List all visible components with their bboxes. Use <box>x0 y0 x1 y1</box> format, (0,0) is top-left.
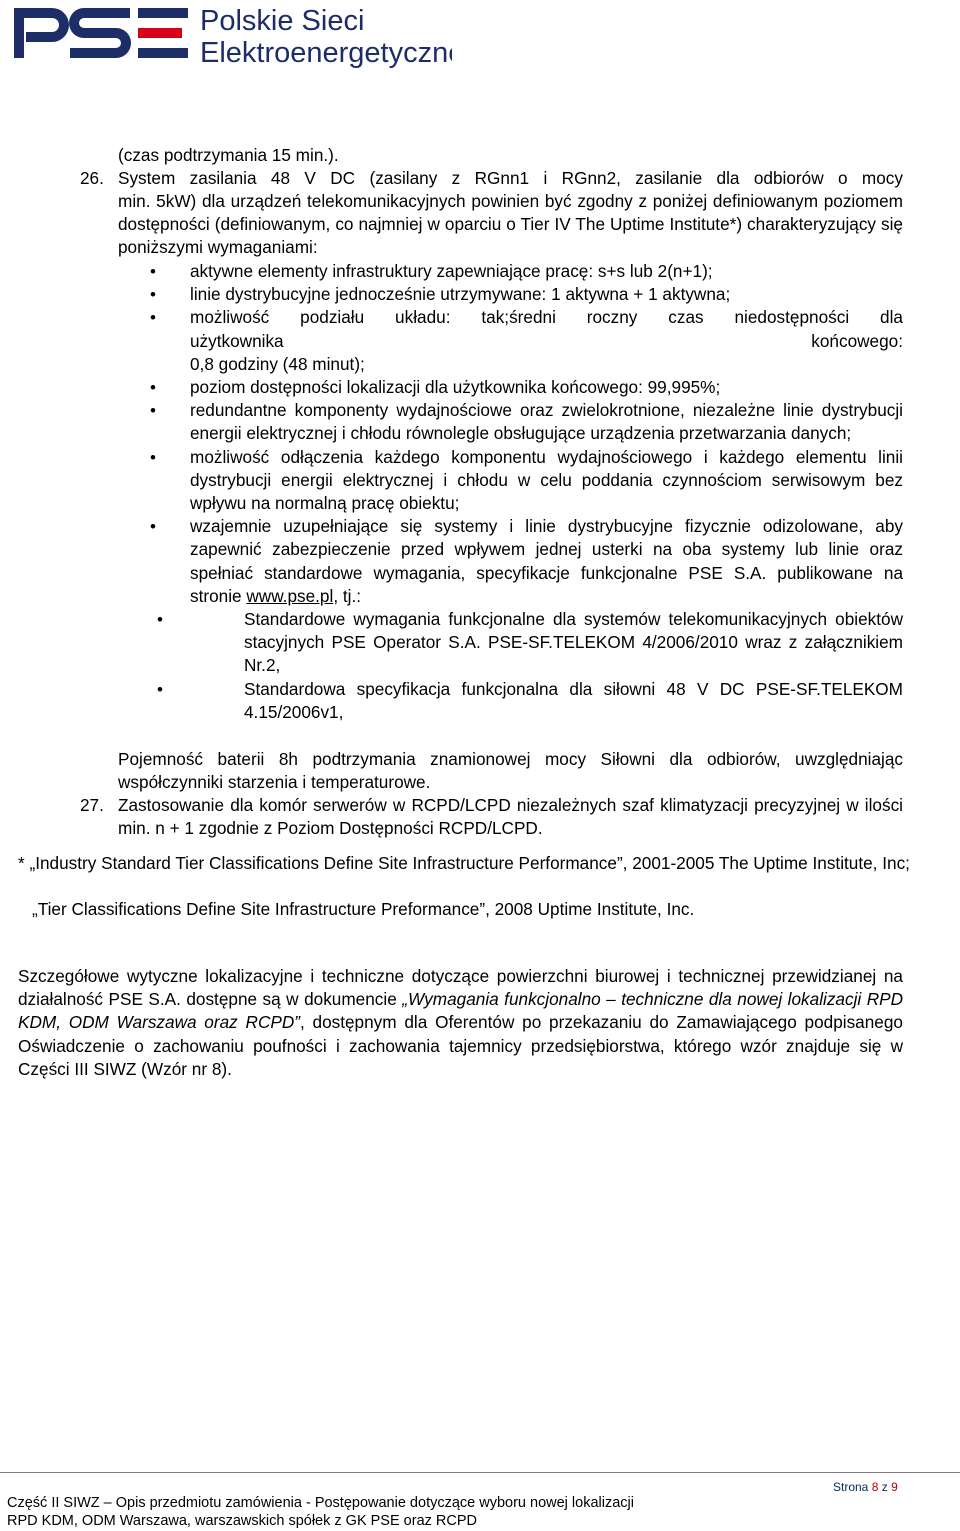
footnote-2: „Tier Classifications Define Site Infrastructure Preformance”, 2008 Uptime Institute, Inc. <box>32 899 695 919</box>
requirements-list <box>150 260 903 724</box>
pse-logo-mark <box>12 0 452 72</box>
battery-paragraph: Pojemność baterii 8h podtrzymania znamionowej mocy Siłowni dla odbiorów, uwzględniając współczynniki starzenia i temperaturowe. <box>118 749 903 793</box>
company-line1: Polskie Sieci <box>200 5 365 37</box>
list-item-word: końcowego: <box>811 330 903 351</box>
list-item-word: użytkownika <box>190 330 284 351</box>
list-item: • linie dystrybucyjne jednocześnie utrzymywane: 1 aktywna + 1 aktywna; <box>150 283 903 306</box>
item-26-text: min. 5kW) dla urządzeń telekomunikacyjnych powinien być zgodny z poniżej definiowanym poziomem dostępności (definiowanym, co najmniej w oparciu o Tier IV The Uptime Institute*) charakteryzujący się poniższymi wymaganiami: <box>118 191 903 258</box>
item-26-line1: System zasilania 48 V DC (zasilany z RGnn1 i RGnn2, zasilanie dla odbiorów o mocy <box>118 168 903 188</box>
document-title: „Wymagania funkcjonalno – techniczne dla nowej lokalizacji RPD KDM, ODM Warszawa oraz RCPD” <box>18 989 903 1033</box>
list-item-line: • możliwość podziału układu: tak;średni roczny czas niedostępności dla <box>190 307 903 328</box>
item-number-27: 27. <box>80 795 104 815</box>
list-item: • poziom dostępności lokalizacji dla użytkownika końcowego: 99,995%; <box>150 376 903 399</box>
list-item-line: 0,8 godziny (48 minut); <box>190 353 365 374</box>
list-item <box>150 515 903 724</box>
page-label: Strona <box>833 1480 869 1494</box>
standards-sublist <box>244 608 903 724</box>
final-paragraph-text-b: , dostępnym dla Oferentów po przekazaniu do Zamawiającego podpisanego Oświadczenie o zachowaniu poufności i zachowania tajemnicy przedsiębiorstwa, którego wzór znajduje się w Części III SIWZ (Wzór nr 8). <box>18 1012 903 1079</box>
footer-divider <box>0 1472 960 1473</box>
sub-list-item: • Standardowe wymagania funkcjonalne dla systemów telekomunikacyjnych obiektów stacyjnych PSE Operator S.A. PSE-SF.TELEKOM 4/2006/2010 wraz z załącznikiem Nr.2, <box>190 608 903 678</box>
list-item-suffix: , tj.: <box>333 585 362 606</box>
item-number-26: 26. <box>80 168 104 188</box>
footnote-1: * „Industry Standard Tier Classifications Define Site Infrastructure Performance”, 2001-2005 The Uptime Institute, Inc; <box>18 853 910 873</box>
pse-logo <box>12 0 452 72</box>
list-item: • redundantne komponenty wydajnościowe oraz zwielokrotnione, niezależne linie dystrybucji energii elektrycznej i chłodu równolegle obsługujące urządzenia przetwarzania danych; <box>150 399 903 445</box>
footer-line-2: RPD KDM, ODM Warszawa, warszawskich spółek z GK PSE oraz RCPD <box>7 1513 478 1529</box>
company-line2: Elektroenergetyczne <box>200 37 452 69</box>
page-sep: z <box>881 1480 888 1494</box>
page-number <box>833 1480 898 1494</box>
final-paragraph <box>18 965 903 1081</box>
sub-list-item: • Standardowa specyfikacja funkcjonalna dla siłowni 48 V DC PSE-SF.TELEKOM 4.15/2006v1, <box>190 678 903 724</box>
page-current: 8 <box>871 1480 879 1494</box>
list-item: • możliwość odłączenia każdego komponentu wydajnościowego i każdego elementu linii dystrybucji energii elektrycznej i chłodu w celu poddania czynnościom serwisowym bez wpływu na normalną pracę obiektu; <box>150 446 903 516</box>
list-item-line <box>190 330 903 353</box>
list-item: • aktywne elementy infrastruktury zapewniające pracę: s+s lub 2(n+1); <box>150 260 903 283</box>
pse-website-link[interactable]: www.pse.pl <box>246 585 334 606</box>
item-27-text: Zastosowanie dla komór serwerów w RCPD/LCPD niezależnych szaf klimatyzacji precyzyjnej w ilości min. n + 1 zgodnie z Poziom Dostępności RCPD/LCPD. <box>118 795 903 839</box>
paragraph-continuation: (czas podtrzymania 15 min.). <box>118 145 339 165</box>
footer-line-1: Część II SIWZ – Opis przedmiotu zamówienia - Postępowanie dotyczące wyboru nowej lokalizacji <box>7 1495 634 1511</box>
list-item-text: wzajemnie uzupełniające się systemy i linie dystrybucyjne fizycznie odizolowane, aby zapewnić zabezpieczenie przed wpływem jednej usterki na oba systemy lub linie oraz spełniać standardowe wymagania, specyfikacje funkcjonalne PSE S.A. publikowane na stronie <box>190 516 903 606</box>
list-item <box>150 306 903 376</box>
page-total: 9 <box>891 1480 898 1494</box>
final-paragraph-text-a: Szczegółowe wytyczne lokalizacyjne i techniczne dotyczące powierzchni biurowej i technicznej przewidzianej na działalność PSE S.A. dostępne są w dokumencie <box>18 966 903 1010</box>
